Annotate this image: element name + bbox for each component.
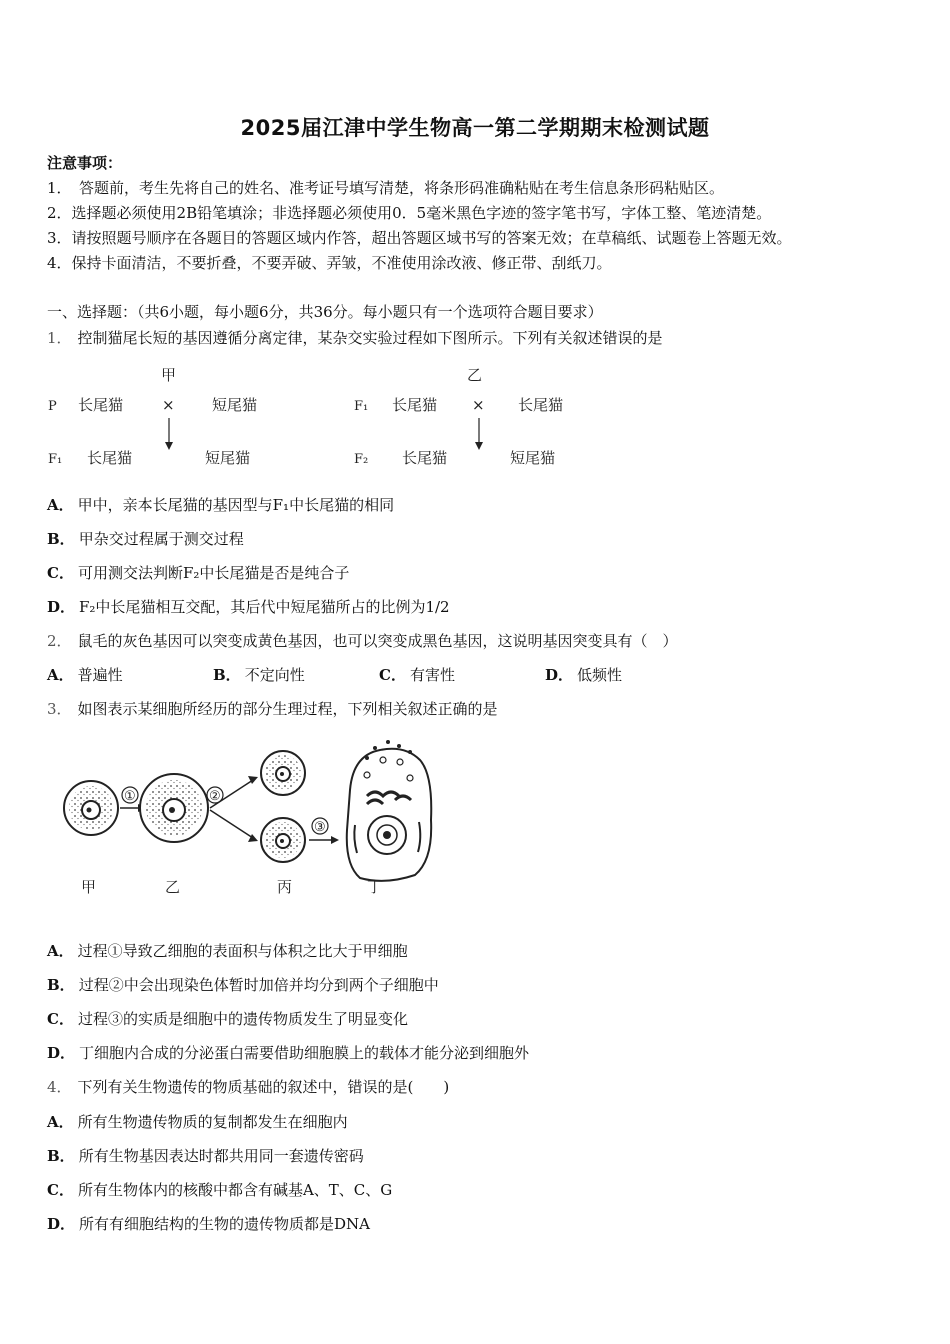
cell-bing-top <box>261 751 305 795</box>
option-c <box>379 664 545 685</box>
question-4-stem <box>47 1076 449 1097</box>
section-heading: 一、选择题：（共6小题，每小题6分，共36分。每小题只有一个选项符合题目要求） <box>47 303 603 321</box>
option-letter: B． <box>213 666 241 684</box>
cell-label-ding: 丁 <box>367 878 383 896</box>
question-2-stem <box>47 630 678 651</box>
cross-symbol: × <box>162 396 175 414</box>
option-letter: B． <box>47 976 75 994</box>
page-title: 2025届江津中学生物高一第二学期期末检测试题 <box>240 116 710 140</box>
option-letter: B． <box>47 530 75 548</box>
arrow-head <box>475 442 483 450</box>
option-letter: A． <box>47 496 74 514</box>
option-letter: D． <box>47 1215 76 1233</box>
option-letter: C． <box>47 564 74 582</box>
cell-ding <box>347 740 432 881</box>
option-c <box>47 1008 408 1029</box>
option-b <box>213 664 379 685</box>
notice-item: 1． 答题前，考生先将自己的姓名、准考证号填写清楚，将条形码准确粘贴在考生信息条形码粘贴区。 <box>47 179 725 197</box>
option-letter: A． <box>47 942 74 960</box>
question-1-stem <box>47 327 663 348</box>
notice-item: 3．请按照题号顺序在各题目的答题区域内作答，超出答题区域书写的答案无效；在草稿纸、试题卷上答题无效。 <box>47 229 792 247</box>
option-b <box>47 974 439 995</box>
question-number: 2． <box>47 632 72 650</box>
gen-label-f1: F₁ <box>48 452 63 467</box>
cell-yi <box>140 774 208 842</box>
option-text: 过程①导致乙细胞的表面积与体积之比大于甲细胞 <box>77 942 408 960</box>
parent-short-tail: 短尾猫 <box>212 396 258 414</box>
offspring-long-tail: 长尾猫 <box>87 449 133 467</box>
notice-item: 4．保持卡面清洁，不要折叠，不要弄破、弄皱，不准使用涂改液、修正带、刮纸刀。 <box>47 254 612 272</box>
option-text: 甲中，亲本长尾猫的基因型与F₁中长尾猫的相同 <box>77 496 395 514</box>
question-number: 3． <box>47 700 72 718</box>
option-letter: D． <box>47 1044 76 1062</box>
notice-heading: 注意事项： <box>47 154 123 172</box>
parent-long-tail: 长尾猫 <box>518 396 564 414</box>
question-text: 鼠毛的灰色基因可以突变成黄色基因，也可以突变成黑色基因，这说明基因突变具有（ ） <box>77 632 678 650</box>
question-text: 如图表示某细胞所经历的部分生理过程，下列相关叙述正确的是 <box>77 700 498 718</box>
question-text: 下列有关生物遗传的物质基础的叙述中，错误的是( ) <box>77 1078 450 1096</box>
option-text: 丁细胞内合成的分泌蛋白需要借助细胞膜上的载体才能分泌到细胞外 <box>79 1044 530 1062</box>
option-text: 过程②中会出现染色体暂时加倍并均分到两个子细胞中 <box>78 976 439 994</box>
diagram-label-jia: 甲 <box>161 366 177 384</box>
cell-label-yi: 乙 <box>165 878 181 896</box>
option-letter: C． <box>379 666 406 684</box>
option-letter: A． <box>47 666 74 684</box>
option-text: 所有生物基因表达时都共用同一套遗传密码 <box>78 1147 364 1165</box>
cross-symbol: × <box>472 396 485 414</box>
option-a <box>47 664 213 685</box>
step-label-2: ② <box>209 789 221 804</box>
option-d <box>47 1213 370 1234</box>
offspring-long-tail: 长尾猫 <box>402 449 448 467</box>
gen-label-p: P <box>48 399 57 414</box>
question-text: 控制猫尾长短的基因遵循分离定律，某杂交实验过程如下图所示。下列有关叙述错误的是 <box>77 329 663 347</box>
option-d <box>47 596 450 617</box>
option-letter: A． <box>47 1113 74 1131</box>
option-letter: C． <box>47 1181 74 1199</box>
option-text: 不定向性 <box>244 666 305 684</box>
arrow-head <box>165 442 173 450</box>
option-text: 有害性 <box>409 666 455 684</box>
question-3-stem <box>47 698 498 719</box>
option-d <box>545 664 622 685</box>
cell-label-jia: 甲 <box>81 878 97 896</box>
option-b <box>47 528 244 549</box>
question-2-options <box>47 664 622 685</box>
option-text: 所有有细胞结构的生物的遗传物质都是DNA <box>79 1215 371 1233</box>
option-c <box>47 562 349 583</box>
arrow-line <box>210 810 253 838</box>
option-letter: C． <box>47 1010 74 1028</box>
option-text: 过程③的实质是细胞中的遗传物质发生了明显变化 <box>77 1010 408 1028</box>
parent-long-tail: 长尾猫 <box>78 396 124 414</box>
step-label-3: ③ <box>314 820 326 835</box>
offspring-short-tail: 短尾猫 <box>205 449 251 467</box>
option-d <box>47 1042 529 1063</box>
option-text: 甲杂交过程属于测交过程 <box>78 530 244 548</box>
cell-process-diagram <box>55 730 455 900</box>
cell-jia <box>64 781 118 835</box>
option-c <box>47 1179 392 1200</box>
option-text: 所有生物遗传物质的复制都发生在细胞内 <box>77 1113 348 1131</box>
parent-long-tail: 长尾猫 <box>392 396 438 414</box>
cell-label-bing: 丙 <box>277 878 293 896</box>
diagram-label-yi: 乙 <box>467 366 483 384</box>
option-text: 可用测交法判断F₂中长尾猫是否是纯合子 <box>77 564 350 582</box>
option-letter: B． <box>47 1147 75 1165</box>
option-text: 普遍性 <box>77 666 123 684</box>
option-a <box>47 940 408 961</box>
option-text: F₂中长尾猫相互交配，其后代中短尾猫所占的比例为1/2 <box>79 598 450 616</box>
step-label-1: ① <box>124 789 136 804</box>
gen-label-f1: F₁ <box>354 399 369 414</box>
gen-label-f2: F₂ <box>354 452 369 467</box>
option-a <box>47 494 394 515</box>
option-letter: D． <box>47 598 76 616</box>
option-text: 所有生物体内的核酸中都含有碱基A、T、C、G <box>77 1181 393 1199</box>
question-number: 1． <box>47 329 72 347</box>
offspring-short-tail: 短尾猫 <box>510 449 556 467</box>
arrow-head <box>331 836 339 844</box>
option-b <box>47 1145 364 1166</box>
question-number: 4． <box>47 1078 72 1096</box>
option-a <box>47 1111 348 1132</box>
cross-diagram <box>40 358 600 478</box>
notice-item: 2．选择题必须使用2B铅笔填涂；非选择题必须使用0．5毫米黑色字迹的签字笔书写，字体工整、笔迹清楚。 <box>47 204 772 222</box>
option-text: 低频性 <box>577 666 623 684</box>
option-letter: D． <box>545 666 574 684</box>
cell-bing-bottom <box>261 818 305 862</box>
